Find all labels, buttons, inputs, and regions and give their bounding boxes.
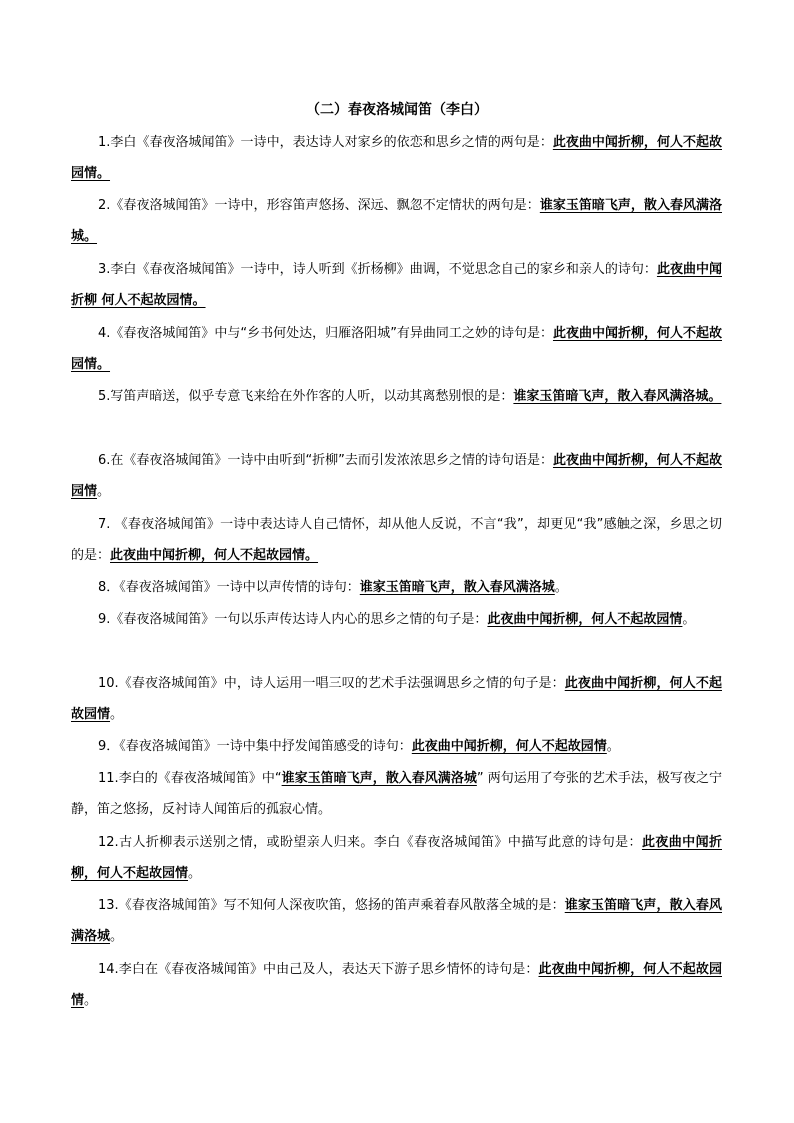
question-tail: 。 (554, 580, 568, 595)
question-9b (71, 731, 722, 762)
question-text: 12.古人折柳表示送别之情，或盼望亲人归来。李白《春夜洛城闻笛》中描写此意的诗句是： (98, 835, 642, 850)
answer-text: 谁家玉笛暗飞声，散入春风满洛城。 (513, 389, 722, 404)
question-10 (71, 668, 722, 730)
question-14 (71, 954, 722, 1016)
answer-text: 谁家玉笛暗飞声，散入春风满洛城。 (71, 198, 722, 244)
question-2 (71, 190, 722, 252)
question-tail: 。 (110, 929, 124, 944)
answer-text: 谁家玉笛暗飞声，散入春风满洛城 (281, 771, 477, 786)
answer-text: 此夜曲中闻折柳 何人不起故园情。 (71, 262, 722, 308)
question-text: 8．《春夜洛城闻笛》一诗中以声传情的诗句： (98, 580, 360, 595)
question-tail: 。 (682, 612, 696, 627)
question-text: 9．《春夜洛城闻笛》一诗中集中抒发闻笛感受的诗句： (98, 739, 412, 754)
question-tail: 。 (84, 993, 98, 1008)
answer-text: 谁家玉笛暗飞声，散入春风满洛城 (71, 898, 722, 944)
question-text: 4.《春夜洛城闻笛》中与“乡书何处达，归雁洛阳城”有异曲同工之妙的诗句是： (98, 326, 553, 341)
question-text: 11.李白的《春夜洛城闻笛》中“ (98, 771, 282, 786)
question-text: 5.写笛声暗送，似乎专意飞来给在外作客的人听，以动其离愁别恨的是： (98, 389, 514, 404)
question-text: 9.《春夜洛城闻笛》一句以乐声传达诗人内心的思乡之情的句子是： (98, 612, 488, 627)
question-1 (71, 127, 722, 189)
question-text: 1.李白《春夜洛城闻笛》一诗中，表达诗人对家乡的依恋和思乡之情的两句是： (98, 135, 553, 150)
question-11 (71, 763, 722, 825)
answer-text: 谁家玉笛暗飞声，散入春风满洛城 (359, 580, 555, 595)
question-tail: 。 (110, 707, 124, 722)
answer-text: 此夜曲中闻折柳，何人不起故园情。 (71, 135, 722, 181)
question-13 (71, 890, 722, 952)
question-3 (71, 254, 722, 316)
question-text: 13.《春夜洛城闻笛》写不知何人深夜吹笛，悠扬的笛声乘着春风散落全城的是： (98, 898, 565, 913)
question-text: 3.李白《春夜洛城闻笛》一诗中，诗人听到《折杨柳》曲调，不觉思念自己的家乡和亲人的诗句： (98, 262, 657, 277)
question-9 (71, 604, 722, 635)
answer-text: 此夜曲中闻折柳，何人不起故园情。 (110, 548, 319, 563)
question-text: 14.李白在《春夜洛城闻笛》中由己及人，表达天下游子思乡情怀的诗句是： (98, 962, 539, 977)
answer-text: 此夜曲中闻折柳，何人不起故园情 (411, 739, 607, 754)
answer-text: 此夜曲中闻折柳，何人不起故园情 (487, 612, 683, 627)
answer-text: 此夜曲中闻折柳，何人不起故园情 (71, 962, 722, 1008)
question-tail: 。 (606, 739, 620, 754)
page-title: （二）春夜洛城闻笛（李白） (306, 102, 488, 118)
question-6 (71, 445, 722, 507)
answer-text: 此夜曲中闻折柳，何人不起故园情 (71, 835, 722, 881)
answer-text: 此夜曲中闻折柳，何人不起故园情 (71, 676, 722, 722)
question-text: 2.《春夜洛城闻笛》一诗中，形容笛声悠扬、深远、飘忽不定情状的两句是： (98, 198, 540, 213)
question-text: 7. 《春夜洛城闻笛》一诗中表达诗人自己情怀，却从他人反说，不言“我”，却更见“我”感触之深，乡思之切的是： (71, 517, 722, 563)
answer-text: 此夜曲中闻折柳，何人不起故园情 (71, 453, 722, 499)
question-12 (71, 827, 722, 889)
answer-text: 此夜曲中闻折柳，何人不起故园情。 (71, 326, 722, 372)
question-4 (71, 318, 722, 380)
question-5 (71, 381, 722, 412)
question-8 (71, 572, 722, 603)
question-tail: 。 (188, 866, 202, 881)
question-text: 6.在《春夜洛城闻笛》一诗中由听到“折柳”去而引发浓浓思乡之情的诗句语是： (98, 453, 553, 468)
question-7 (71, 509, 722, 571)
question-tail: 。 (97, 484, 111, 499)
question-text: 10.《春夜洛城闻笛》中，诗人运用一唱三叹的艺术手法强调思乡之情的句子是： (98, 676, 565, 691)
question-tail: ” 两句运用了夸张的艺术手法，极写夜之宁静，笛之悠扬，反衬诗人闻笛后的孤寂心情。 (71, 771, 722, 817)
